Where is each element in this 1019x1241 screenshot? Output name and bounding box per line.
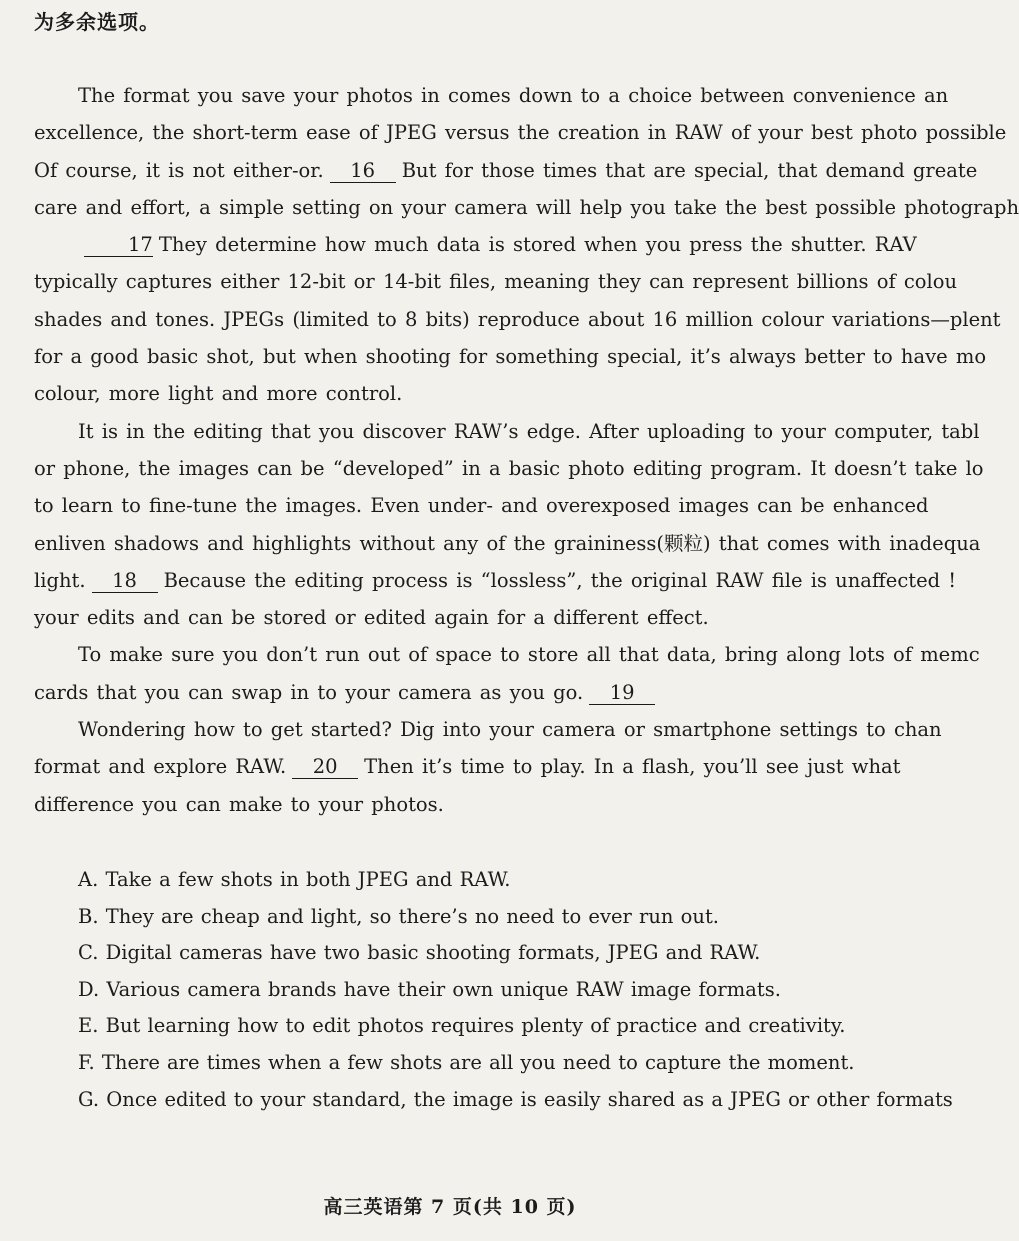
passage-line: [34, 301, 1001, 338]
passage-line: [34, 636, 980, 673]
passage-text: light.: [34, 568, 86, 592]
passage-line: [34, 525, 981, 562]
passage-text: They determine how much data is stored when you press the shutter. RAV: [158, 233, 917, 257]
passage-line: [34, 114, 1007, 151]
answer-blank-16: 16: [330, 160, 396, 183]
answer-blank-18: 18: [92, 570, 158, 593]
passage-text: difference you can make to your photos.: [34, 792, 444, 816]
passage-line: [34, 413, 980, 450]
passage-line: [34, 450, 984, 487]
passage-line: [34, 77, 949, 114]
passage-line: [34, 263, 958, 300]
passage-line: [34, 748, 934, 785]
passage-line: [34, 674, 934, 711]
option-item: A. Take a few shots in both JPEG and RAW.: [78, 868, 511, 891]
passage-line: [34, 152, 978, 189]
passage-text: for a good basic shot, but when shooting for something special, it’s always better to have mo: [34, 345, 987, 369]
passage-line: [34, 599, 934, 636]
passage-line: [34, 487, 934, 524]
answer-blank-20: 20: [292, 756, 358, 779]
passage-line: [34, 375, 934, 412]
passage-text: format and explore RAW.: [34, 755, 287, 779]
passage-text: your edits and can be stored or edited again for a different effect.: [34, 606, 709, 630]
answer-blank-17: 17: [84, 234, 153, 257]
passage-line: [34, 562, 957, 599]
passage-line: [34, 786, 934, 823]
option-item: D. Various camera brands have their own unique RAW image formats.: [78, 977, 781, 1001]
passage-text: cards that you can swap in to your camera as you go.: [34, 680, 584, 704]
passage-line: [34, 226, 934, 263]
passage-line: [34, 711, 942, 748]
page-footer: 高三英语第 7 页(共 10 页): [323, 1196, 577, 1218]
section-instruction-tail: 为多余选项。: [34, 10, 160, 34]
option-item: F. There are times when a few shots are all you need to capture the moment.: [78, 1050, 855, 1074]
passage-text: Of course, it is not either-or.: [34, 158, 324, 182]
passage-line: [34, 189, 1019, 226]
passage-text: excellence, the short-term ease of JPEG versus the creation in RAW of your best photo possible: [34, 121, 1007, 145]
passage-text: Then it’s time to play. In a flash, you’ll see just what: [364, 755, 901, 779]
option-item: C. Digital cameras have two basic shooting formats, JPEG and RAW.: [78, 941, 761, 965]
option-item: G. Once edited to your standard, the image is easily shared as a JPEG or other formats: [78, 1087, 953, 1111]
passage-text: or phone, the images can be “developed” in a basic photo editing program. It doesn’t take lo: [34, 456, 984, 480]
answer-blank-19: 19: [589, 682, 655, 705]
passage-text: care and effort, a simple setting on your camera will help you take the best possible photograph: [34, 195, 1019, 219]
passage-text: But for those times that are special, that demand greate: [401, 158, 978, 182]
passage-line: [34, 338, 987, 375]
option-item: B. They are cheap and light, so there’s no need to ever run out.: [78, 904, 719, 928]
passage-text: typically captures either 12-bit or 14-bit files, meaning they can represent billions of colou: [34, 270, 958, 294]
answer-options: [78, 862, 953, 1118]
reading-passage: [34, 77, 1019, 823]
passage-text: colour, more light and more control.: [34, 382, 403, 406]
passage-text: It is in the editing that you discover RAW’s edge. After uploading to your computer, tabl: [78, 419, 980, 443]
passage-text: enliven shadows and highlights without any of the graininess(颗粒) that comes with inadequa: [34, 531, 981, 555]
passage-text: to learn to fine-tune the images. Even under- and overexposed images can be enhanced: [34, 494, 929, 518]
passage-text: Wondering how to get started? Dig into your camera or smartphone settings to chan: [78, 718, 942, 742]
passage-text: The format you save your photos in comes down to a choice between convenience an: [78, 84, 949, 107]
passage-text: shades and tones. JPEGs (limited to 8 bits) reproduce about 16 million colour variations—plent: [34, 307, 1001, 331]
passage-text: Because the editing process is “lossless”, the original RAW file is unaffected !: [163, 568, 957, 592]
option-item: E. But learning how to edit photos requires plenty of practice and creativity.: [78, 1014, 846, 1038]
passage-text: To make sure you don’t run out of space to store all that data, bring along lots of memc: [78, 643, 980, 667]
